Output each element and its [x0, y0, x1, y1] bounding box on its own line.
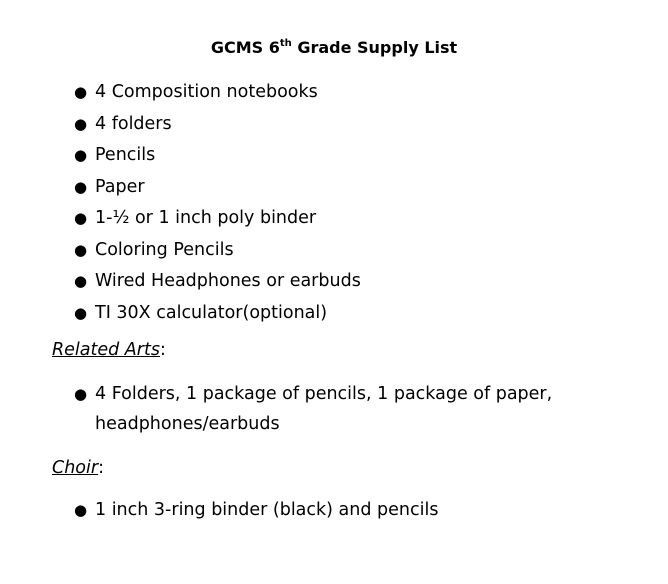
list-item — [74, 379, 614, 439]
related-arts-colon: : — [159, 340, 166, 360]
bullet-icon: ● — [74, 385, 88, 403]
bullet-icon: ● — [74, 83, 88, 101]
page-title — [0, 38, 668, 58]
list-item-text: Paper — [95, 176, 145, 197]
supply-list — [74, 77, 614, 329]
title-suffix: Grade Supply List — [291, 38, 458, 57]
bullet-icon: ● — [74, 146, 88, 164]
list-item — [74, 495, 614, 527]
list-item — [74, 140, 614, 172]
list-item-text: 4 folders — [95, 113, 172, 134]
bullet-icon: ● — [74, 303, 88, 322]
related-arts-label: Related Arts — [52, 340, 160, 360]
list-item-text: 4 Folders, 1 package of pencils, 1 package of paper, headphones/earbuds — [95, 384, 553, 434]
bullet-icon: ● — [74, 209, 88, 227]
list-item-text: Pencils — [95, 145, 156, 165]
list-item-text: 1 inch 3-ring binder (black) and pencils — [95, 500, 439, 520]
choir-label: Choir — [52, 458, 99, 478]
choir-colon: : — [98, 458, 104, 478]
list-item — [74, 203, 614, 235]
list-item — [74, 235, 614, 267]
list-item — [74, 172, 614, 204]
title-superscript: th — [279, 37, 292, 49]
list-item-text: Coloring Pencils — [95, 239, 234, 260]
list-item — [74, 298, 614, 330]
list-item — [74, 77, 614, 109]
related-arts-heading — [52, 339, 166, 361]
choir-list — [74, 495, 614, 527]
title-prefix: GCMS 6 — [210, 38, 280, 57]
related-arts-list — [74, 379, 614, 439]
choir-heading — [52, 457, 104, 479]
list-item — [74, 109, 614, 141]
bullet-icon: ● — [74, 240, 88, 259]
bullet-icon: ● — [74, 501, 88, 519]
bullet-icon: ● — [74, 114, 88, 133]
bullet-icon: ● — [74, 177, 88, 196]
list-item — [74, 266, 614, 298]
bullet-icon: ● — [74, 272, 88, 290]
list-item-text: TI 30X calculator(optional) — [95, 302, 328, 323]
list-item-text: Wired Headphones or earbuds — [95, 271, 361, 291]
list-item-text: 4 Composition notebooks — [95, 82, 318, 102]
list-item-text: 1-½ or 1 inch poly binder — [95, 208, 317, 228]
